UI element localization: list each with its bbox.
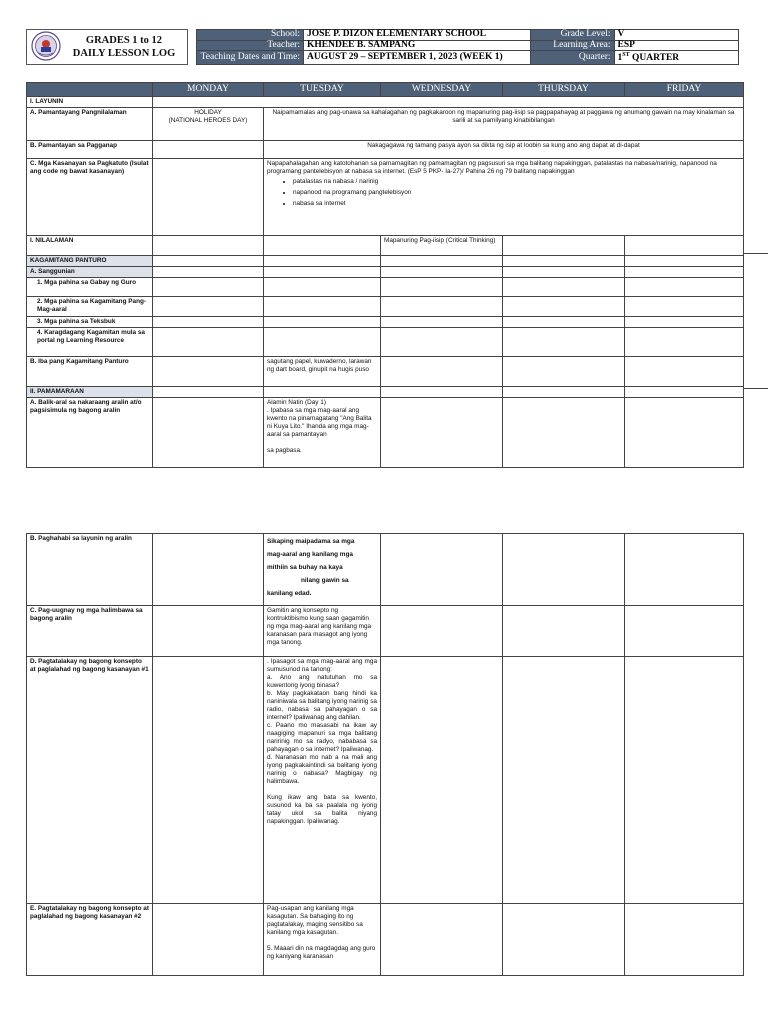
sanggunian-label: A. Sanggunian [27, 267, 153, 278]
iba-row [27, 357, 744, 387]
question-d: d. Naranasan mo nab a na mali ang iyong pagkakaintindi sa balitang iyong narinig o nabasa? Magbigay ng halimbawa. [267, 754, 377, 785]
pagtatalakay-1-cell [264, 657, 381, 904]
teacher-label: Teacher: [197, 40, 304, 51]
layunin-row [27, 97, 744, 108]
quarter-number: 1 [617, 53, 623, 64]
paghahabi-cell [264, 534, 381, 606]
gabay-row [27, 278, 744, 297]
balik-line-2: . Ipabasa sa mga mag-aaral ang kwento na pinamagatang "Ang Balita ni Kuya Lito." Ihanda ang mga mag-aaral sa pamantayan [267, 407, 372, 438]
pagugnay-text: Gamitin ang konsepto ng kontruktibismo kung saan gagamitin ng mga mag-aaral ang kanilang mga karanasan para masagot ang iyong mga tanong. [264, 606, 381, 657]
layunin-blank [153, 97, 744, 108]
nilalaman-text: Mapanuring Pag-iisip (Critical Thinking) [381, 236, 503, 256]
quarter-text: QUARTER [629, 53, 680, 64]
pagtatalakay-2-cell [264, 904, 381, 976]
gabay-label: 1. Mga pahina sa Gabay ng Guro [27, 278, 153, 297]
paghahabi-line: mithiin sa buhay na kaya [267, 564, 343, 571]
holiday-title: HOLIDAY [194, 109, 222, 116]
kagamitan-row [27, 256, 744, 267]
pagtatalakay-1-label: D. Pagtatalakay ng bagong konsepto at paglalahad ng bagong kasanayan #1 [27, 657, 153, 904]
title-line-2: DAILY LESSON LOG [72, 48, 176, 59]
teksbuk-row [27, 317, 744, 328]
school-label: School: [197, 30, 304, 41]
balik-label: A. Balik-aral sa nakaraang aralin at/o pagsisimula ng bagong aralin [27, 398, 153, 468]
paghahabi-line: Sikaping maipadama sa mga [267, 538, 355, 545]
header-info-table [196, 29, 739, 65]
quarter-value [614, 51, 738, 65]
dates-value: AUGUST 29 – SEPTEMBER 1, 2023 (WEEK 1) [303, 51, 530, 65]
balik-row [27, 398, 744, 468]
kagamitang-label: 2. Mga pahina sa Kagamitang Pang-Mag-aaral [27, 297, 153, 317]
paganap-label: B. Pamantayan sa Pagganap [27, 141, 153, 159]
nilalaman-row [27, 236, 744, 256]
document-title [64, 34, 184, 60]
pagtatalakay-2-text-1: Pag-usapan ang kanilang mga kasagutan. Sa bahaging ito ng pagtatalakay, maging sensitibo sa kanilang mga kasagutan. [267, 905, 363, 936]
kasanayan-label: C. Mga Kasanayan sa Pagkatuto (Isulat ang code ng bawat kasanayan) [27, 159, 153, 236]
sanggunian-row [27, 267, 744, 278]
table-extension-line [743, 388, 768, 389]
question-b: b. May pagkakataon bang hindi ka naniniwala sa balitang iyong narinig sa radio, nabasa sa pahayagan o sa internet? Ipaliwanag ang dahilan. [267, 690, 377, 721]
balik-line-1: Alamin Natin (Day 1) [267, 399, 326, 406]
kagamitan-label: KAGAMITANG PANTURO [27, 256, 153, 267]
pagugnay-row [27, 606, 744, 657]
layunin-label: I. LAYUNIN [27, 97, 153, 108]
quarter-suffix: ST [622, 52, 630, 58]
grade-label: Grade Level: [530, 30, 614, 41]
paganap-monday [153, 141, 264, 159]
question-c: c. Paano mo masasabi na ikaw ay naagiging mapanuri sa mga balitang naririnig mo sa radyo, nababasa sa pahayagan o sa internet? Ipaliwanag. [267, 722, 377, 753]
kasanayan-bullet: • napanood na programang pangtelebisyon [293, 189, 740, 197]
karagdagang-row [27, 328, 744, 357]
kasanayan-cell [264, 159, 744, 236]
kasanayan-bullets [267, 178, 740, 208]
iba-text: sagutang papel, kuwaderno, larawan ng dart board, ginupit na hugis puso [264, 357, 381, 387]
area-label: Learning Area: [530, 40, 614, 51]
balik-cell [264, 398, 381, 468]
quarter-label: Quarter: [530, 51, 614, 65]
kasanayan-text: Napapahalagahan ang katotohanan sa pamamagitan ng pamamagitan ng pagsusuri sa mga balitang napakinggan, patalastas na nabasa/narinig, napanood na programang pantelebisyon at nabasa sa internet. (EsP 5 PKP- Ia-27)/ Pahina 26 ng 79 balitang napakinggan [267, 160, 717, 175]
kagamitang-row [27, 297, 744, 317]
paghahabi-line: nilang gawin sa [301, 577, 349, 584]
paghahabi-line: kanilang edad. [267, 590, 312, 597]
question-intro: . Ipasagot sa mga mag-aaral ang mga sumusunod na tanong: [267, 658, 377, 673]
paganap-text: Nakagagawa ng tamang pasya ayon sa dikta ng isip at loobin sa kung ano ang dapat at di-dapat [264, 141, 744, 159]
day-thursday: THURSDAY [503, 83, 625, 97]
grade-value: V [614, 30, 738, 41]
kasanayan-row [27, 159, 744, 236]
pamantayang-row [27, 108, 744, 141]
pagugnay-label: C. Pag-uugnay ng mga halimbawa sa bagong aralin [27, 606, 153, 657]
pagtatalakay-2-label: E. Pagtatalakay ng bagong konsepto at paglalahad ng bagong kasanayan #2 [27, 904, 153, 976]
kasanayan-bullet: • patalastas na nabasa / narinig [293, 178, 740, 186]
table-extension-line [743, 253, 768, 254]
dates-label: Teaching Dates and Time: [197, 51, 304, 65]
teksbuk-label: 3. Mga pahina sa Teksbuk [27, 317, 153, 328]
question-a: a. Ano ang natutuhan mo sa kuwentong iyong binasa? [267, 674, 377, 689]
pagtatalakay-2-row [27, 904, 744, 976]
pagtatalakay-1-row [27, 657, 744, 904]
kasanayan-monday [153, 159, 264, 236]
kasanayan-bullet: • nabasa sa internet [293, 200, 740, 208]
pamantayang-label: A. Pamantayang Pangnilalaman [27, 108, 153, 141]
lesson-log-table-page-1 [26, 82, 744, 468]
pamamaraan-label: II. PAMAMARAAN [27, 387, 153, 398]
day-friday: FRIDAY [625, 83, 744, 97]
day-tuesday: TUESDAY [264, 83, 381, 97]
pamantayang-text: Naipamamalas ang pag-unawa sa kahalagahan ng pagkakaroon ng mapanuring pag-iisip sa pagpapahayag at paggawa ng anumang gawain na may kinalaman sa sarili at sa pamilyang kinabibilangan [264, 108, 744, 141]
paganap-row [27, 141, 744, 159]
iba-label: B. Iba pang Kagamitang Panturo [27, 357, 153, 387]
teacher-value: KHENDEE B. SAMPANG [303, 40, 530, 51]
holiday-cell [153, 108, 264, 141]
deped-seal-icon [31, 31, 61, 61]
question-e: Kung ikaw ang bata sa kwento, susunod ka ba sa paalala ng iyong tatay ukol sa balita niyang napakinggan. Ipaliwanag. [267, 794, 377, 825]
balik-line-3: sa pagbasa. [267, 447, 302, 454]
pamamaraan-row [27, 387, 744, 398]
title-line-1: GRADES 1 to 12 [85, 35, 163, 46]
karagdagang-label: 4. Karagdagang Kagamitan mula sa portal ng Learning Resource [27, 328, 153, 357]
day-wednesday: WEDNESDAY [381, 83, 503, 97]
days-header-row [27, 83, 744, 97]
paghahabi-line: mag-aaral ang kanilang mga [267, 551, 353, 558]
holiday-subtitle: (NATIONAL HEROES DAY) [168, 117, 248, 124]
paghahabi-label: B. Paghahabi sa layunin ng aralin [27, 534, 153, 606]
area-value: ESP [614, 40, 738, 51]
lesson-log-table-page-2 [26, 533, 744, 976]
nilalaman-label: I. NILALAMAN [27, 236, 153, 256]
day-monday: MONDAY [153, 83, 264, 97]
days-header-blank [27, 83, 153, 97]
paghahabi-row [27, 534, 744, 606]
school-value: JOSE P. DIZON ELEMENTARY SCHOOL [303, 30, 530, 41]
pagtatalakay-2-text-2: 5. Maaari din na magdagdag ang guro ng kaniyang karanasan [267, 945, 376, 960]
